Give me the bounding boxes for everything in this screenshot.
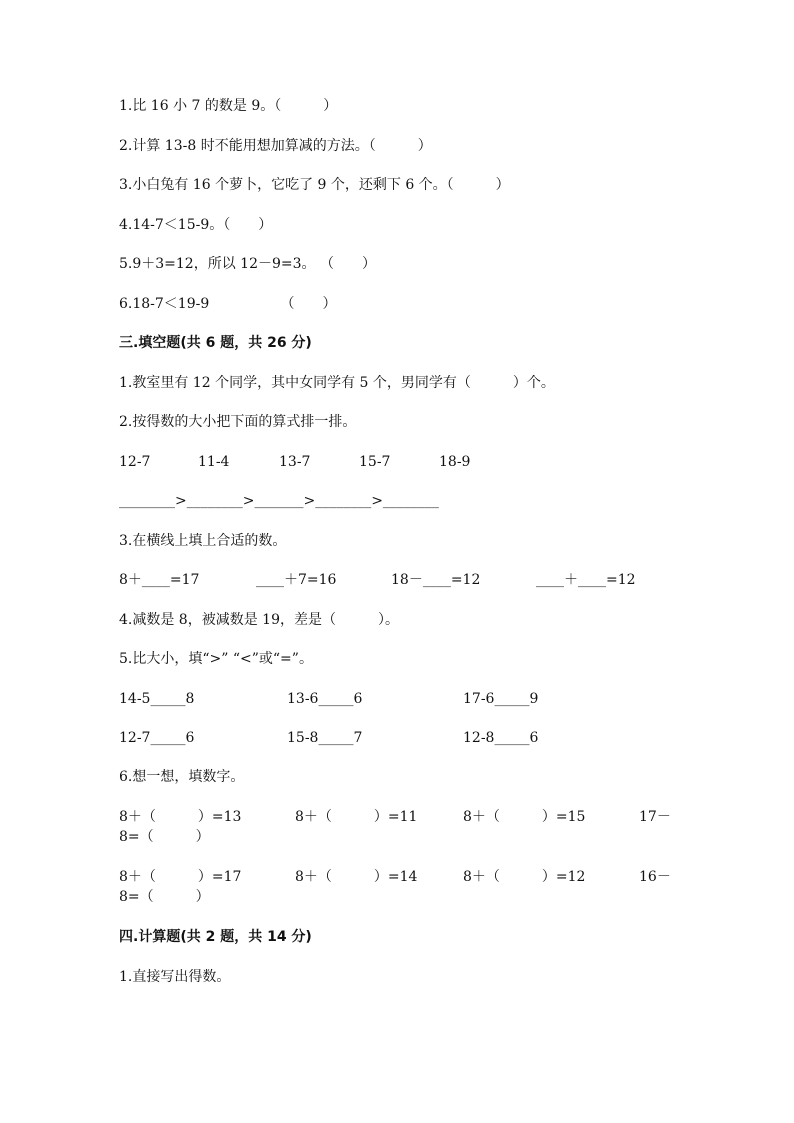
section-3-heading: 三.填空题(共 6 题，共 26 分) bbox=[119, 335, 312, 351]
blank-eq-4: ____＋____=12 bbox=[536, 572, 636, 588]
blank-eq-1: 8＋____=17 bbox=[119, 572, 200, 588]
judge-item-6: 6.18-7＜19-9 （ ） bbox=[119, 296, 337, 312]
think-eq-3: 8＋（ ）=15 bbox=[463, 809, 586, 825]
compare-3: 17-6_____9 bbox=[463, 691, 539, 707]
order-chain: ________>________>_______>________>________ bbox=[119, 493, 439, 509]
think-eq-7: 8＋（ ）=12 bbox=[463, 869, 586, 885]
fill-q6: 6.想一想，填数字。 bbox=[119, 769, 245, 785]
calc-q1: 1.直接写出得数。 bbox=[119, 969, 231, 985]
think-eq-4-wrap: 8=（ ） bbox=[119, 829, 210, 845]
compare-5: 15-8_____7 bbox=[287, 730, 363, 746]
expr-1: 12-7 bbox=[119, 454, 151, 470]
fill-q5: 5.比大小，填“>” “<”或“=”。 bbox=[119, 651, 313, 667]
think-eq-8-wrap: 8=（ ） bbox=[119, 889, 210, 905]
judge-item-1: 1.比 16 小 7 的数是 9。（ ） bbox=[119, 98, 338, 114]
expr-4: 15-7 bbox=[359, 454, 391, 470]
think-eq-2: 8＋（ ）=11 bbox=[295, 809, 418, 825]
fill-q1: 1.教室里有 12 个同学，其中女同学有 5 个，男同学有（ ）个。 bbox=[119, 375, 555, 391]
judge-item-3: 3.小白兔有 16 个萝卜，它吃了 9 个，还剩下 6 个。（ ） bbox=[119, 177, 510, 193]
judge-item-5: 5.9＋3=12，所以 12－9=3。 （ ） bbox=[119, 256, 376, 272]
think-eq-5: 8＋（ ）=17 bbox=[119, 869, 242, 885]
blank-eq-3: 18－____=12 bbox=[391, 572, 481, 588]
blank-eq-2: ____＋7=16 bbox=[256, 572, 337, 588]
judge-item-2: 2.计算 13-8 时不能用想加算减的方法。（ ） bbox=[119, 138, 432, 154]
expr-2: 11-4 bbox=[198, 454, 230, 470]
expr-5: 18-9 bbox=[439, 454, 471, 470]
compare-4: 12-7_____6 bbox=[119, 730, 195, 746]
expr-3: 13-7 bbox=[279, 454, 311, 470]
think-eq-1: 8＋（ ）=13 bbox=[119, 809, 242, 825]
think-eq-6: 8＋（ ）=14 bbox=[295, 869, 418, 885]
judge-item-4: 4.14-7＜15-9。（ ） bbox=[119, 217, 273, 233]
compare-2: 13-6_____6 bbox=[287, 691, 363, 707]
compare-6: 12-8_____6 bbox=[463, 730, 539, 746]
fill-q4: 4.减数是 8，被减数是 19，差是（ ）。 bbox=[119, 612, 399, 628]
section-4-heading: 四.计算题(共 2 题，共 14 分) bbox=[119, 929, 312, 945]
compare-1: 14-5_____8 bbox=[119, 691, 195, 707]
fill-q3: 3.在横线上填上合适的数。 bbox=[119, 533, 287, 549]
think-eq-4: 17－ bbox=[639, 809, 671, 825]
think-eq-8: 16－ bbox=[639, 869, 671, 885]
fill-q2: 2.按得数的大小把下面的算式排一排。 bbox=[119, 414, 357, 430]
